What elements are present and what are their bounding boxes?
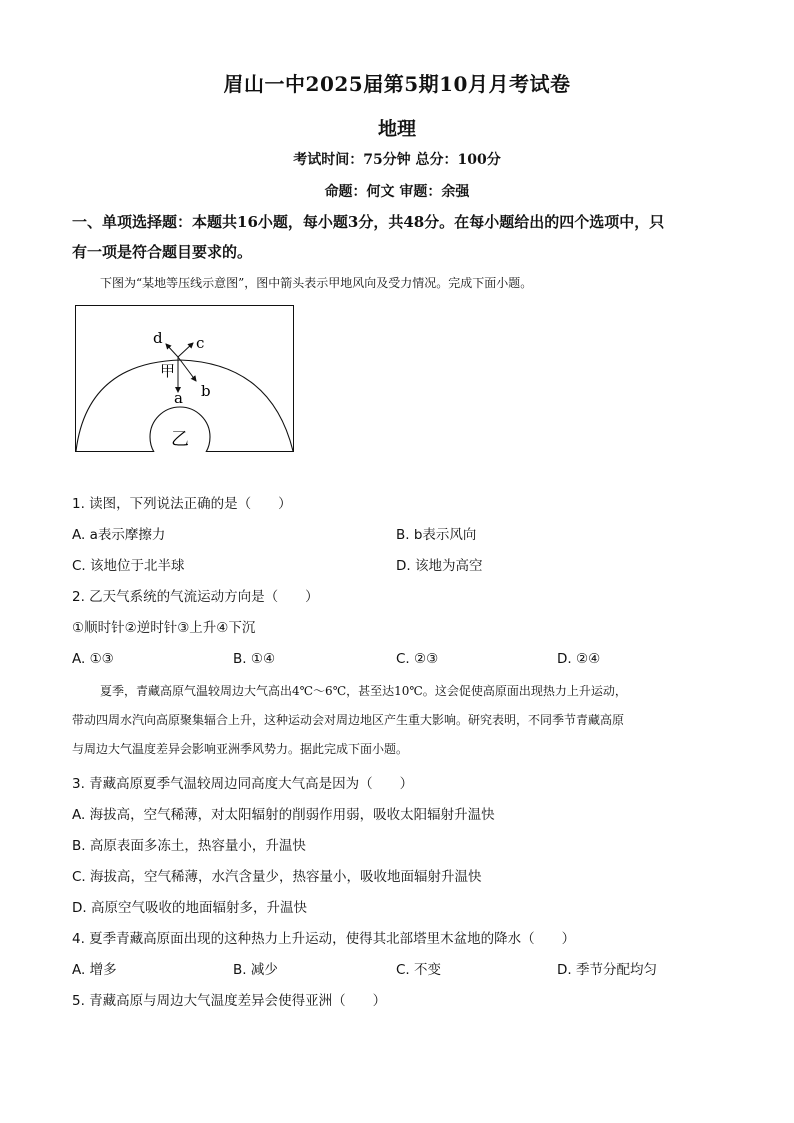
q2-stem: 2. 乙天气系统的气流运动方向是（ ） — [72, 589, 319, 605]
label-c: c — [196, 334, 205, 352]
q1-stem: 1. 读图，下列说法正确的是（ ） — [72, 496, 292, 512]
q3-option-a[interactable]: A. 海拔高，空气稀薄，对太阳辐射的削弱作用弱，吸收太阳辐射升温快 — [72, 807, 495, 823]
q1-option-b[interactable]: B. b表示风向 — [396, 527, 477, 543]
section-heading-line-2: 有一项是符合题目要求的。 — [72, 243, 253, 261]
q2-choices: ①顺时针②逆时针③上升④下沉 — [72, 620, 256, 636]
label-jia: 甲 — [160, 362, 176, 380]
q1-option-a[interactable]: A. a表示摩擦力 — [72, 527, 166, 543]
q4-option-b[interactable]: B. 减少 — [233, 962, 278, 978]
q1-option-d[interactable]: D. 该地为高空 — [396, 558, 483, 574]
q2-option-c[interactable]: C. ②③ — [396, 651, 439, 667]
label-a: a — [174, 389, 183, 407]
q1-option-c[interactable]: C. 该地位于北半球 — [72, 558, 185, 574]
passage-2-line-2: 带动四周水汽向高原聚集辐合上升，这种运动会对周边地区产生重大影响。研究表明，不同季节青藏高原 — [72, 713, 625, 727]
q2-option-a[interactable]: A. ①③ — [72, 651, 114, 667]
passage-2-line-3: 与周边大气温度差异会影响亚洲季风势力。据此完成下面小题。 — [72, 742, 409, 756]
q2-option-b[interactable]: B. ①④ — [233, 651, 276, 667]
q3-option-d[interactable]: D. 高原空气吸收的地面辐射多，升温快 — [72, 900, 307, 916]
subject-title: 地理 — [377, 118, 416, 140]
figure-intro: 下图为“某地等压线示意图”，图中箭头表示甲地风向及受力情况。完成下面小题。 — [100, 276, 533, 290]
q3-stem: 3. 青藏高原夏季气温较周边同高度大气高是因为（ ） — [72, 776, 414, 792]
exam-title: 眉山一中2025届第5期10月月考试卷 — [223, 72, 571, 96]
q4-stem: 4. 夏季青藏高原面出现的这种热力上升运动，使得其北部塔里木盆地的降水（ ） — [72, 931, 576, 947]
q4-option-a[interactable]: A. 增多 — [72, 962, 117, 978]
q5-stem: 5. 青藏高原与周边大气温度差异会使得亚洲（ ） — [72, 993, 387, 1009]
label-yi: 乙 — [171, 429, 189, 450]
passage-2-line-1: 夏季，青藏高原气温较周边大气高出4℃～6℃，甚至达10℃。这会促使高原面出现热力上升运动， — [100, 684, 627, 698]
q2-option-d[interactable]: D. ②④ — [557, 651, 601, 667]
q4-option-d[interactable]: D. 季节分配均匀 — [557, 962, 657, 978]
isobar-diagram — [75, 305, 294, 452]
q3-option-c[interactable]: C. 海拔高，空气稀薄，水汽含量少，热容量小，吸收地面辐射升温快 — [72, 869, 482, 885]
q3-option-b[interactable]: B. 高原表面多冻土，热容量小，升温快 — [72, 838, 306, 854]
exam-info: 考试时间：75分钟 总分：100分 — [293, 152, 501, 168]
label-b: b — [201, 382, 211, 400]
q4-option-c[interactable]: C. 不变 — [396, 962, 442, 978]
label-d: d — [153, 329, 163, 347]
section-heading-line-1: 一、单项选择题：本题共16小题，每小题3分，共48分。在每小题给出的四个选项中，只 — [72, 213, 665, 231]
exam-authors: 命题：何文 审题：余强 — [324, 184, 470, 200]
